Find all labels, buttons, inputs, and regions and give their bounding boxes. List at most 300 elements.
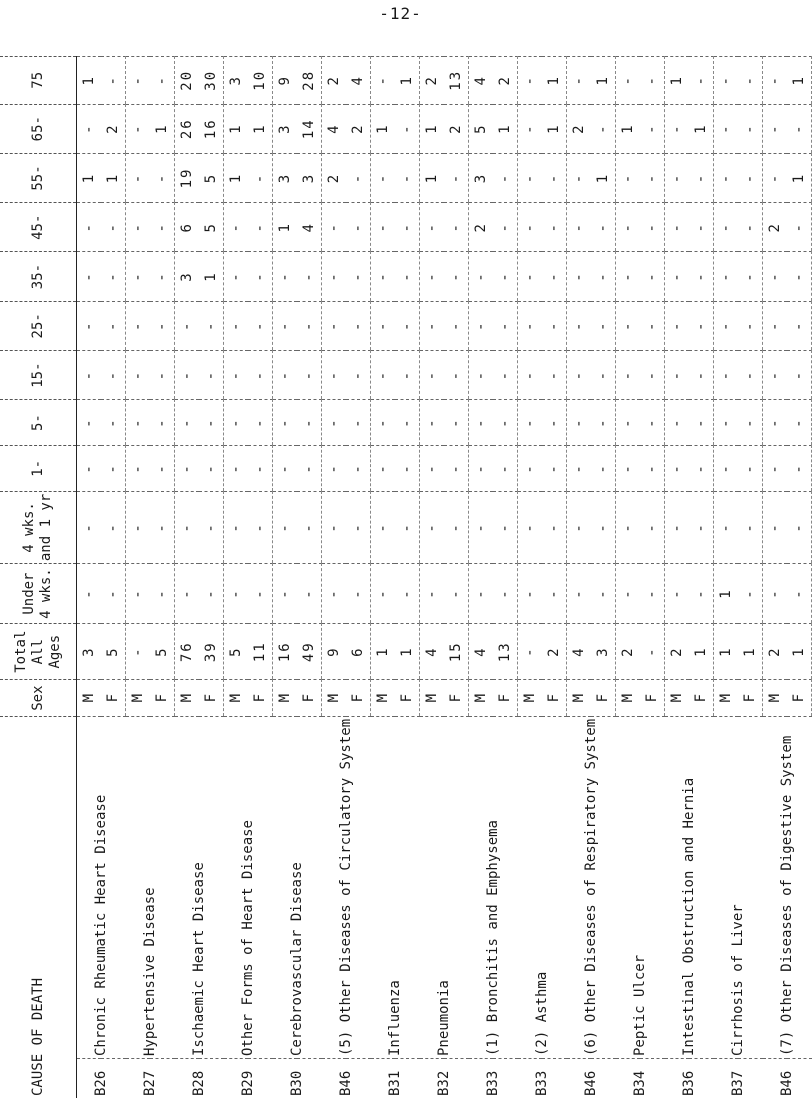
value-cell: - <box>150 203 175 252</box>
value-cell: - <box>640 104 665 153</box>
value-cell: 1 <box>714 564 739 624</box>
value-cell: - <box>567 491 592 563</box>
value-cell: - <box>738 252 763 301</box>
value-cell: - <box>150 400 175 446</box>
cause-label: Chronic Rheumatic Heart Disease <box>77 716 126 1058</box>
value-cell: - <box>689 252 714 301</box>
value-cell: - <box>126 203 151 252</box>
value-cell: - <box>640 400 665 446</box>
cause-label: Cerebrovascular Disease <box>273 716 322 1058</box>
header-col: 15- <box>0 350 77 399</box>
table-row <box>665 57 690 1099</box>
value-cell: 49 <box>297 624 322 680</box>
table-body <box>77 57 812 1099</box>
value-cell: 2 <box>665 624 690 680</box>
value-cell: - <box>518 203 543 252</box>
sex-cell: M <box>763 680 788 717</box>
sex-cell: F <box>738 680 763 717</box>
value-cell: - <box>714 445 739 491</box>
value-cell: 4 <box>297 203 322 252</box>
sex-cell: F <box>591 680 616 717</box>
value-cell: 1 <box>420 153 445 202</box>
value-cell: - <box>126 350 151 399</box>
value-cell: - <box>444 564 469 624</box>
cause-label: (6) Other Diseases of Respiratory System <box>567 716 616 1058</box>
value-cell: 15 <box>444 624 469 680</box>
value-cell: - <box>175 491 200 563</box>
value-cell: - <box>420 252 445 301</box>
sex-cell: F <box>493 680 518 717</box>
value-cell: - <box>322 301 347 350</box>
value-cell: - <box>567 252 592 301</box>
value-cell: - <box>738 400 763 446</box>
header-col: 65- <box>0 104 77 153</box>
value-cell: - <box>738 104 763 153</box>
value-cell: 3 <box>273 104 298 153</box>
value-cell: - <box>273 350 298 399</box>
header-col: 1- <box>0 445 77 491</box>
header-cause: CAUSE OF DEATH <box>0 716 77 1098</box>
value-cell: 1 <box>689 624 714 680</box>
value-cell: - <box>787 445 812 491</box>
value-cell: - <box>126 252 151 301</box>
value-cell: 1 <box>591 153 616 202</box>
value-cell: 9 <box>322 624 347 680</box>
value-cell: 2 <box>322 153 347 202</box>
value-cell: - <box>665 301 690 350</box>
value-cell: - <box>395 104 420 153</box>
sex-cell: F <box>199 680 224 717</box>
value-cell: - <box>518 491 543 563</box>
value-cell: 3 <box>469 153 494 202</box>
value-cell: - <box>787 104 812 153</box>
value-cell: - <box>469 491 494 563</box>
value-cell: 2 <box>493 57 518 105</box>
value-cell: - <box>420 203 445 252</box>
value-cell: - <box>591 350 616 399</box>
value-cell: - <box>101 350 126 399</box>
cause-label: Intestinal Obstruction and Hernia <box>665 716 714 1058</box>
value-cell: - <box>542 301 567 350</box>
value-cell: 1 <box>787 153 812 202</box>
sex-cell: F <box>346 680 371 717</box>
value-cell: - <box>714 350 739 399</box>
value-cell: 4 <box>420 624 445 680</box>
value-cell: - <box>248 491 273 563</box>
table-row <box>273 57 298 1099</box>
value-cell: 30 <box>199 57 224 105</box>
cause-code: B33 <box>469 1059 518 1098</box>
value-cell: - <box>714 400 739 446</box>
cause-label: Cirrhosis of Liver <box>714 716 763 1058</box>
value-cell: - <box>248 564 273 624</box>
value-cell: - <box>787 400 812 446</box>
value-cell: - <box>763 57 788 105</box>
value-cell: - <box>714 203 739 252</box>
value-cell: - <box>199 564 224 624</box>
value-cell: - <box>444 153 469 202</box>
value-cell: - <box>371 252 396 301</box>
value-cell: - <box>469 445 494 491</box>
value-cell: - <box>591 564 616 624</box>
value-cell: - <box>616 491 641 563</box>
value-cell: - <box>738 203 763 252</box>
value-cell: - <box>150 491 175 563</box>
value-cell: - <box>297 400 322 446</box>
value-cell: - <box>224 252 249 301</box>
header-col: 55- <box>0 153 77 202</box>
value-cell: - <box>150 252 175 301</box>
value-cell: 39 <box>199 624 224 680</box>
value-cell: - <box>248 400 273 446</box>
value-cell: - <box>297 445 322 491</box>
value-cell: - <box>371 491 396 563</box>
value-cell: - <box>714 57 739 105</box>
value-cell: - <box>150 350 175 399</box>
value-cell: 16 <box>199 104 224 153</box>
value-cell: - <box>346 153 371 202</box>
value-cell: - <box>787 203 812 252</box>
value-cell: 28 <box>297 57 322 105</box>
value-cell: - <box>248 445 273 491</box>
value-cell: - <box>371 203 396 252</box>
value-cell: - <box>224 301 249 350</box>
value-cell: - <box>591 445 616 491</box>
value-cell: - <box>150 445 175 491</box>
value-cell: 14 <box>297 104 322 153</box>
value-cell: - <box>224 203 249 252</box>
value-cell: - <box>518 153 543 202</box>
value-cell: - <box>77 564 102 624</box>
value-cell: - <box>469 564 494 624</box>
value-cell: - <box>542 491 567 563</box>
value-cell: - <box>444 400 469 446</box>
value-cell: - <box>518 301 543 350</box>
value-cell: - <box>444 445 469 491</box>
value-cell: 2 <box>101 104 126 153</box>
value-cell: 2 <box>346 104 371 153</box>
sex-cell: F <box>787 680 812 717</box>
value-cell: - <box>665 104 690 153</box>
sex-cell: M <box>224 680 249 717</box>
value-cell: - <box>714 301 739 350</box>
value-cell: 2 <box>322 57 347 105</box>
sex-cell: M <box>77 680 102 717</box>
value-cell: 1 <box>395 57 420 105</box>
value-cell: - <box>616 350 641 399</box>
value-cell: - <box>346 350 371 399</box>
value-cell: 1 <box>101 153 126 202</box>
sex-cell: F <box>640 680 665 717</box>
sex-cell: F <box>444 680 469 717</box>
cause-code: B46 <box>567 1059 616 1098</box>
value-cell: - <box>224 564 249 624</box>
value-cell: 1 <box>224 104 249 153</box>
value-cell: - <box>273 445 298 491</box>
value-cell: 2 <box>420 57 445 105</box>
value-cell: - <box>273 564 298 624</box>
value-cell: - <box>738 445 763 491</box>
sex-cell: M <box>322 680 347 717</box>
value-cell: - <box>591 203 616 252</box>
value-cell: - <box>101 203 126 252</box>
value-cell: 4 <box>346 57 371 105</box>
value-cell: - <box>175 350 200 399</box>
value-cell: - <box>738 564 763 624</box>
sex-cell: M <box>567 680 592 717</box>
table-row <box>126 57 151 1099</box>
value-cell: - <box>665 350 690 399</box>
table-row <box>420 57 445 1099</box>
value-cell: - <box>77 301 102 350</box>
value-cell: - <box>371 445 396 491</box>
value-cell: - <box>493 350 518 399</box>
value-cell: 1 <box>591 57 616 105</box>
sex-cell: F <box>248 680 273 717</box>
value-cell: - <box>297 301 322 350</box>
value-cell: - <box>126 57 151 105</box>
value-cell: - <box>395 445 420 491</box>
value-cell: - <box>493 564 518 624</box>
value-cell: - <box>567 57 592 105</box>
value-cell: 2 <box>542 624 567 680</box>
value-cell: 3 <box>591 624 616 680</box>
mortality-table <box>0 56 812 1098</box>
cause-code: B31 <box>371 1059 420 1098</box>
value-cell: - <box>297 564 322 624</box>
value-cell: 76 <box>175 624 200 680</box>
value-cell: - <box>616 445 641 491</box>
sex-cell: M <box>616 680 641 717</box>
value-cell: - <box>640 445 665 491</box>
value-cell: - <box>616 564 641 624</box>
value-cell: - <box>371 350 396 399</box>
table-row <box>763 57 788 1099</box>
value-cell: - <box>689 203 714 252</box>
sex-cell: F <box>689 680 714 717</box>
value-cell: - <box>787 491 812 563</box>
header-col: 45- <box>0 203 77 252</box>
value-cell: - <box>77 491 102 563</box>
sex-cell: F <box>395 680 420 717</box>
value-cell: - <box>518 57 543 105</box>
header-col: Total All Ages <box>0 624 77 680</box>
value-cell: - <box>591 301 616 350</box>
value-cell: - <box>322 491 347 563</box>
value-cell: - <box>640 203 665 252</box>
cause-code: B46 <box>322 1059 371 1098</box>
table-row <box>77 57 102 1099</box>
value-cell: 5 <box>150 624 175 680</box>
value-cell: - <box>273 400 298 446</box>
value-cell: - <box>346 252 371 301</box>
value-cell: - <box>518 350 543 399</box>
value-cell: 1 <box>395 624 420 680</box>
value-cell: 1 <box>787 624 812 680</box>
value-cell: 3 <box>175 252 200 301</box>
value-cell: - <box>420 564 445 624</box>
value-cell: - <box>444 350 469 399</box>
value-cell: - <box>763 445 788 491</box>
value-cell: 1 <box>77 57 102 105</box>
cause-label: (2) Asthma <box>518 716 567 1058</box>
value-cell: - <box>420 491 445 563</box>
value-cell: - <box>567 301 592 350</box>
value-cell: - <box>322 400 347 446</box>
value-cell: - <box>469 301 494 350</box>
value-cell: - <box>469 400 494 446</box>
value-cell: - <box>763 350 788 399</box>
value-cell: - <box>248 301 273 350</box>
value-cell: 2 <box>444 104 469 153</box>
value-cell: 1 <box>542 104 567 153</box>
value-cell: - <box>346 445 371 491</box>
value-cell: - <box>616 153 641 202</box>
value-cell: - <box>248 153 273 202</box>
value-cell: - <box>591 104 616 153</box>
value-cell: - <box>126 564 151 624</box>
value-cell: 20 <box>175 57 200 105</box>
value-cell: - <box>224 445 249 491</box>
value-cell: - <box>518 564 543 624</box>
sex-cell: F <box>150 680 175 717</box>
sex-cell: F <box>297 680 322 717</box>
value-cell: - <box>493 252 518 301</box>
value-cell: - <box>640 252 665 301</box>
cause-code: B27 <box>126 1059 175 1098</box>
cause-label: Hypertensive Disease <box>126 716 175 1058</box>
sex-cell: M <box>714 680 739 717</box>
value-cell: - <box>665 400 690 446</box>
value-cell: - <box>469 350 494 399</box>
value-cell: - <box>763 153 788 202</box>
value-cell: - <box>395 350 420 399</box>
value-cell: - <box>665 445 690 491</box>
value-cell: - <box>738 350 763 399</box>
value-cell: - <box>126 445 151 491</box>
value-cell: - <box>150 153 175 202</box>
value-cell: - <box>567 350 592 399</box>
value-cell: - <box>346 564 371 624</box>
cause-label: (5) Other Diseases of Circulatory System <box>322 716 371 1058</box>
value-cell: 1 <box>689 104 714 153</box>
cause-code: B37 <box>714 1059 763 1098</box>
value-cell: - <box>297 252 322 301</box>
value-cell: 4 <box>567 624 592 680</box>
value-cell: - <box>248 203 273 252</box>
table-row <box>616 57 641 1099</box>
value-cell: - <box>297 350 322 399</box>
value-cell: - <box>126 624 151 680</box>
value-cell: 6 <box>175 203 200 252</box>
value-cell: 13 <box>493 624 518 680</box>
value-cell: - <box>567 400 592 446</box>
value-cell: - <box>787 301 812 350</box>
value-cell: - <box>322 252 347 301</box>
value-cell: - <box>420 400 445 446</box>
value-cell: - <box>567 564 592 624</box>
cause-code: B34 <box>616 1059 665 1098</box>
value-cell: - <box>248 350 273 399</box>
value-cell: - <box>567 445 592 491</box>
cause-code: B46 <box>763 1059 812 1098</box>
value-cell: - <box>77 350 102 399</box>
value-cell: 1 <box>787 57 812 105</box>
value-cell: - <box>150 301 175 350</box>
value-cell: - <box>395 491 420 563</box>
value-cell: 26 <box>175 104 200 153</box>
value-cell: - <box>763 252 788 301</box>
value-cell: - <box>175 400 200 446</box>
value-cell: - <box>248 252 273 301</box>
value-cell: - <box>763 491 788 563</box>
value-cell: - <box>591 491 616 563</box>
cause-label: Ischaemic Heart Disease <box>175 716 224 1058</box>
value-cell: 19 <box>175 153 200 202</box>
value-cell: - <box>322 203 347 252</box>
value-cell: 1 <box>199 252 224 301</box>
value-cell: - <box>518 252 543 301</box>
value-cell: - <box>371 153 396 202</box>
value-cell: - <box>199 350 224 399</box>
value-cell: - <box>322 445 347 491</box>
value-cell: - <box>493 203 518 252</box>
value-cell: - <box>101 491 126 563</box>
value-cell: - <box>518 400 543 446</box>
value-cell: - <box>493 491 518 563</box>
value-cell: - <box>101 252 126 301</box>
value-cell: - <box>787 564 812 624</box>
header-col: Under 4 wks. <box>0 564 77 624</box>
table-row <box>224 57 249 1099</box>
value-cell: - <box>689 400 714 446</box>
cause-label: Pneumonia <box>420 716 469 1058</box>
table-row <box>469 57 494 1099</box>
value-cell: 4 <box>322 104 347 153</box>
cause-code: B26 <box>77 1059 126 1098</box>
value-cell: - <box>542 445 567 491</box>
value-cell: - <box>493 153 518 202</box>
value-cell: - <box>591 400 616 446</box>
value-cell: - <box>175 301 200 350</box>
value-cell: - <box>101 400 126 446</box>
value-cell: 2 <box>567 104 592 153</box>
value-cell: - <box>126 104 151 153</box>
value-cell: - <box>493 445 518 491</box>
value-cell: - <box>518 445 543 491</box>
value-cell: 2 <box>763 624 788 680</box>
value-cell: - <box>665 252 690 301</box>
cause-label: Influenza <box>371 716 420 1058</box>
value-cell: 1 <box>493 104 518 153</box>
value-cell: - <box>273 301 298 350</box>
cause-label: (1) Bronchitis and Emphysema <box>469 716 518 1058</box>
value-cell: - <box>665 564 690 624</box>
value-cell: - <box>199 400 224 446</box>
value-cell: 13 <box>444 57 469 105</box>
value-cell: - <box>77 445 102 491</box>
value-cell: - <box>763 564 788 624</box>
value-cell: - <box>763 301 788 350</box>
value-cell: - <box>322 350 347 399</box>
value-cell: 3 <box>224 57 249 105</box>
value-cell: - <box>175 564 200 624</box>
value-cell: - <box>689 491 714 563</box>
value-cell: 1 <box>224 153 249 202</box>
value-cell: - <box>175 445 200 491</box>
value-cell: 5 <box>101 624 126 680</box>
value-cell: 11 <box>248 624 273 680</box>
